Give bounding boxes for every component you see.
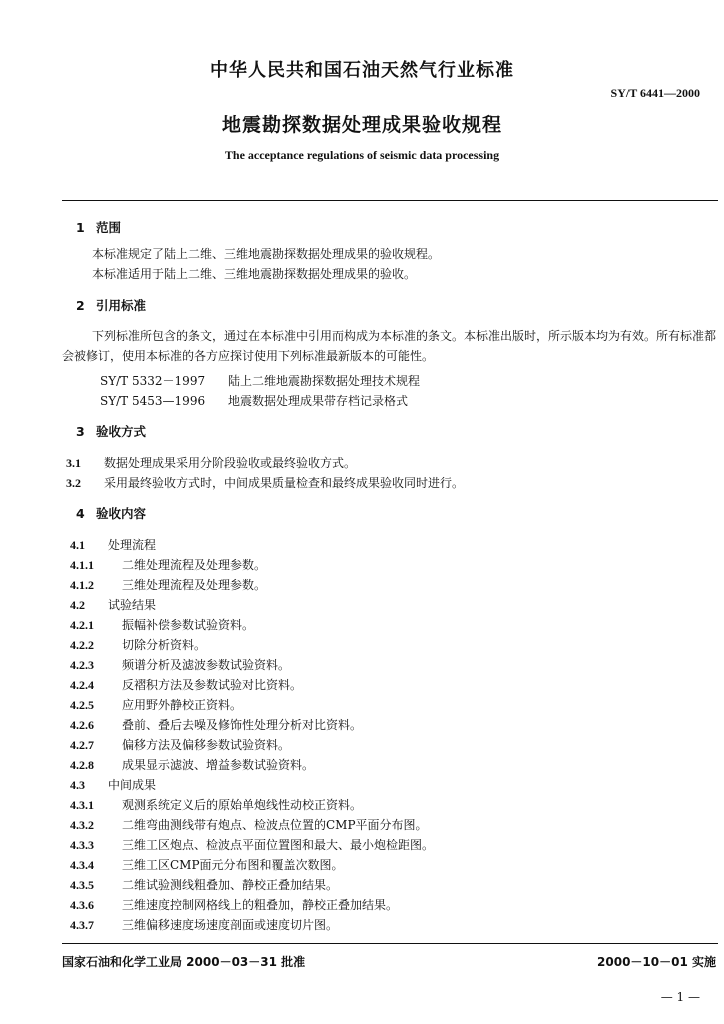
page-number: — 1 — — [660, 990, 700, 1004]
footer-rule — [62, 943, 718, 944]
header-rule — [62, 200, 718, 201]
document-body — [0, 210, 724, 946]
clause-4-2-3: 4.2.3 频谱分析及滤波参数试验资料。 — [70, 658, 291, 672]
issuer-title: 中华人民共和国石油天然气行业标准 — [210, 60, 514, 81]
standard-code: SY/T 6441—2000 — [610, 86, 700, 100]
section-1-heading: 1 范围 — [76, 220, 122, 235]
section-1-para-1: 本标准规定了陆上二维、三维地震勘探数据处理成果的验收规程。 — [92, 247, 441, 261]
clause-4-2: 4.2 试验结果 — [70, 598, 157, 612]
section-4-heading: 4 验收内容 — [76, 506, 147, 521]
clause-4-2-5: 4.2.5 应用野外静校正资料。 — [70, 698, 243, 712]
clause-4-2-7: 4.2.7 偏移方法及偏移参数试验资料。 — [70, 738, 291, 752]
clause-4-2-2: 4.2.2 切除分析资料。 — [70, 638, 207, 652]
clause-4-3: 4.3 中间成果 — [70, 778, 157, 792]
clause-3-2: 3.2 采用最终验收方式时，中间成果质量检查和最终成果验收同时进行。 — [66, 476, 465, 490]
approval-line: 国家石油和化学工业局 2000－03－31 批准 — [62, 955, 306, 969]
clause-4-1: 4.1 处理流程 — [70, 538, 157, 552]
clause-3-1: 3.1 数据处理成果采用分阶段验收或最终验收方式。 — [66, 456, 357, 470]
clause-4-1-1: 4.1.1 二维处理流程及处理参数。 — [70, 558, 267, 572]
clause-4-3-4: 4.3.4 三维工区CMP面元分布图和覆盖次数图。 — [70, 858, 344, 872]
document-title: 地震勘探数据处理成果验收规程 — [221, 114, 502, 136]
clause-4-3-6: 4.3.6 三维速度控制网格线上的粗叠加，静校正叠加结果。 — [70, 898, 399, 912]
clause-4-1-2: 4.1.2 三维处理流程及处理参数。 — [70, 578, 267, 592]
document-subtitle: The acceptance regulations of seismic data processing — [224, 148, 500, 162]
section-2-para: 下列标准所包含的条文，通过在本标准中引用而构成为本标准的条文。本标准出版时，所示版本均为有效。所有标准都会被修订，使用本标准的各方应探讨使用下列标准最新版本的可能性。 — [62, 329, 717, 363]
reference-2: SY/T 5453—1996 地震数据处理成果带存档记录格式 — [100, 394, 409, 408]
effective-date: 2000－10－01 实施 — [597, 955, 716, 969]
section-2-heading: 2 引用标准 — [76, 298, 147, 313]
clause-4-2-8: 4.2.8 成果显示滤波、增益参数试验资料。 — [70, 758, 315, 772]
clause-4-3-5: 4.3.5 二维试验测线粗叠加、静校正叠加结果。 — [70, 878, 339, 892]
clause-4-2-1: 4.2.1 振幅补偿参数试验资料。 — [70, 618, 255, 632]
clause-4-3-2: 4.3.2 二维弯曲测线带有炮点、检波点位置的CMP平面分布图。 — [70, 818, 428, 832]
section-3-heading: 3 验收方式 — [76, 424, 147, 439]
clause-4-3-3: 4.3.3 三维工区炮点、检波点平面位置图和最大、最小炮检距图。 — [70, 838, 435, 852]
reference-1: SY/T 5332－1997 陆上二维地震勘探数据处理技术规程 — [100, 374, 421, 388]
section-1-para-2: 本标准适用于陆上二维、三维地震勘探数据处理成果的验收。 — [92, 267, 417, 281]
clause-4-2-4: 4.2.4 反褶积方法及参数试验对比资料。 — [70, 678, 303, 692]
clause-4-2-6: 4.2.6 叠前、叠后去噪及修饰性处理分析对比资料。 — [70, 718, 363, 732]
clause-4-3-1: 4.3.1 观测系统定义后的原始单炮线性动校正资料。 — [70, 798, 363, 812]
clause-4-3-7: 4.3.7 三维偏移速度场速度剖面或速度切片图。 — [70, 918, 339, 932]
